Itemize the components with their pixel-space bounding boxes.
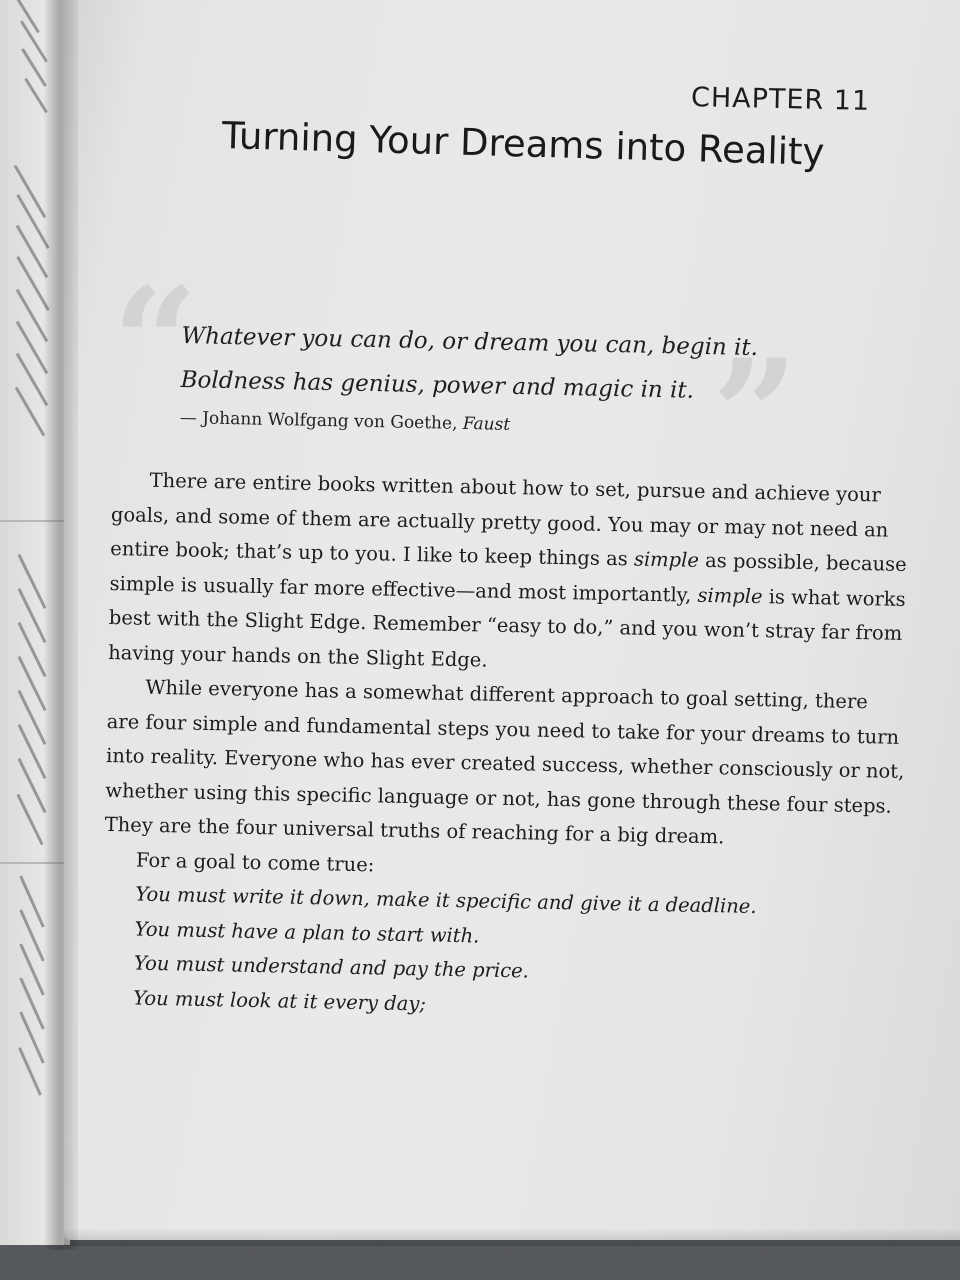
paragraph-2-line: are four simple and fundamental steps you need to take for your dreams to turn <box>106 709 900 749</box>
attribution-work: Faust <box>462 413 511 435</box>
paragraph-1-line: best with the Slight Edge. Remember “easy to do,” and you won’t stray far from <box>108 605 903 645</box>
goal-list-lead: For a goal to come true: <box>135 848 375 876</box>
chapter-title: Turning Your Dreams into Reality <box>221 114 826 174</box>
text-run: entire book; that’s up to you. I like to keep things as <box>110 536 635 571</box>
goal-step: You must look at it every day; <box>133 986 427 1015</box>
epigraph-line: Boldness has genius, power and magic in it. <box>180 366 695 404</box>
text-run: as possible, because <box>698 548 907 576</box>
page-bottom-edge <box>64 1228 960 1246</box>
goal-step: You must write it down, make it specific and give it a deadline. <box>135 882 757 919</box>
body-text <box>101 463 907 1031</box>
text-run: simple is usually far more effective—and most importantly, <box>109 571 698 607</box>
epigraph-line: Whatever you can do, or dream you can, begin it. <box>181 322 759 362</box>
close-quote-ornament: ” <box>712 327 799 503</box>
paragraph-2-line: whether using this specific language or not, has gone through these four steps. <box>105 778 893 818</box>
emphasis: simple <box>697 583 763 608</box>
attribution-author: — Johann Wolfgang von Goethe, <box>179 407 464 434</box>
chapter-label: CHAPTER 11 <box>690 82 871 117</box>
text-run: is what works <box>762 584 906 611</box>
paragraph-1-line: There are entire books written about how to set, pursue and achieve your <box>149 468 882 507</box>
paragraph-2-line: While everyone has a somewhat different approach to goal setting, there <box>145 675 869 714</box>
paragraph-2-line: They are the four universal truths of reaching for a big dream. <box>104 812 725 849</box>
paragraph-1-line: having your hands on the Slight Edge. <box>107 640 488 672</box>
open-quote-ornament: “ <box>112 255 199 431</box>
spine-shadow <box>44 0 78 1250</box>
epigraph <box>180 314 842 442</box>
paragraph-1-line: goals, and some of them are actually pretty good. You may or may not need an <box>110 502 889 542</box>
paragraph-2-line: into reality. Everyone who has ever created success, whether consciously or not, <box>105 743 905 783</box>
goal-step: You must have a plan to start with. <box>134 917 480 947</box>
goal-step: You must understand and pay the price. <box>133 951 530 983</box>
emphasis: simple <box>633 547 700 572</box>
